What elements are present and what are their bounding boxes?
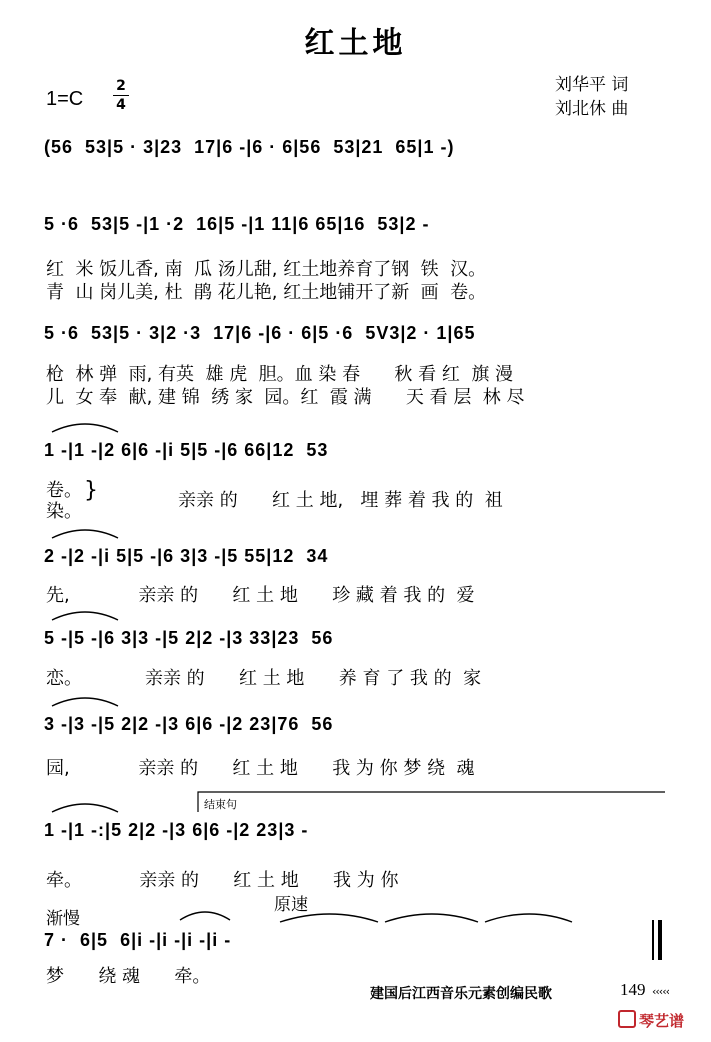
slur-mark <box>485 914 572 922</box>
lyric-row-9: 梦 绕 魂 牵。 <box>46 966 211 987</box>
logo-icon <box>618 1010 636 1028</box>
lyric-row-6: 恋。 亲亲 的 红 土 地 养 育 了 我 的 家 <box>46 668 482 689</box>
notation-row-6: 5 -|5 -|6 3|3 -|5 2|2 -|3 33|23 56 <box>44 628 334 648</box>
lyric-row-4-verse-2-end: 染。 <box>46 501 82 522</box>
logo-text: 琴艺谱 <box>639 1012 685 1030</box>
footer-text: 建国后江西音乐元素创编民歌 <box>370 986 552 1002</box>
page-number: 149 <box>620 980 646 999</box>
meter-bar <box>113 95 129 96</box>
lyric-row-4-chorus: 亲亲 的 红 土 地, 埋 葬 着 我 的 祖 <box>178 490 503 511</box>
lyric-row-5: 先, 亲亲 的 红 土 地 珍 藏 着 我 的 爱 <box>46 585 475 606</box>
final-barline-thin <box>652 920 654 960</box>
verse-brace: } <box>84 478 98 503</box>
notation-row-7: 3 -|3 -|5 2|2 -|3 6|6 -|2 23|76 56 <box>44 714 334 734</box>
notation-row-5: 2 -|2 -|i 5|5 -|6 3|3 -|5 55|12 34 <box>44 546 329 566</box>
slur-mark <box>180 912 230 920</box>
notation-row-4: 1 -|1 -|2 6|6 -|i 5|5 -|6 66|12 53 <box>44 440 329 460</box>
ending-bracket <box>198 792 665 812</box>
lyricist-credit: 刘华平 词 <box>555 75 629 95</box>
slur-mark <box>385 914 478 922</box>
notation-row-8: 1 -|1 -:|5 2|2 -|3 6|6 -|2 23|3 - <box>44 820 309 840</box>
notation-row-1: (56 53|5 · 3|23 17|6 -|6 · 6|56 53|21 65|1 -) <box>44 137 455 157</box>
final-barline-thick <box>658 920 662 960</box>
slur-mark <box>52 530 118 538</box>
slur-mark <box>52 698 118 706</box>
notation-row-9: 7 · 6|5 6|i -|i -|i -|i - <box>44 930 232 950</box>
logo <box>618 1010 684 1031</box>
slur-mark <box>52 424 118 432</box>
lyric-row-7: 园, 亲亲 的 红 土 地 我 为 你 梦 绕 魂 <box>46 758 475 779</box>
slur-mark <box>52 612 118 620</box>
footer-arrows-icon: ‹‹‹‹‹ <box>652 985 669 998</box>
meter-top: 2 <box>116 78 126 94</box>
lyric-row-2-verse-2: 青 山 岗儿美, 杜 鹃 花儿艳, 红土地铺开了新 画 卷。 <box>46 282 487 303</box>
time-signature <box>113 78 129 113</box>
notation-row-3: 5 ·6 53|5 · 3|2 ·3 17|6 -|6 · 6|5 ·6 5V3|2 · 1|65 <box>44 323 476 343</box>
page-title: 红土地 <box>304 26 407 61</box>
notation-row-2: 5 ·6 53|5 -|1 ·2 16|5 -|1 11|6 65|16 53|2 - <box>44 214 430 234</box>
lyric-row-3-verse-1: 枪 林 弹 雨, 有英 雄 虎 胆。血 染 春 秋 看 红 旗 漫 <box>46 364 514 385</box>
meter-bottom: 4 <box>116 97 126 113</box>
tempo-marker: 原速 <box>274 895 308 915</box>
slowing-marker: 渐慢 <box>46 909 80 929</box>
composer-credit: 刘北休 曲 <box>555 99 629 119</box>
slur-mark <box>52 804 118 812</box>
lyric-row-2-verse-1: 红 米 饭儿香, 南 瓜 汤儿甜, 红土地养育了钢 铁 汉。 <box>46 259 487 280</box>
lyric-row-8: 牵。 亲亲 的 红 土 地 我 为 你 <box>46 870 399 891</box>
key-signature: 1=C <box>46 88 84 110</box>
lyric-row-3-verse-2: 儿 女 奉 献, 建 锦 绣 家 园。红 霞 满 天 看 层 林 尽 <box>46 387 525 408</box>
lyric-row-4-verse-1-end: 卷。 <box>46 480 82 501</box>
ending-marker: 结束句 <box>204 798 237 811</box>
slur-mark <box>280 914 378 922</box>
